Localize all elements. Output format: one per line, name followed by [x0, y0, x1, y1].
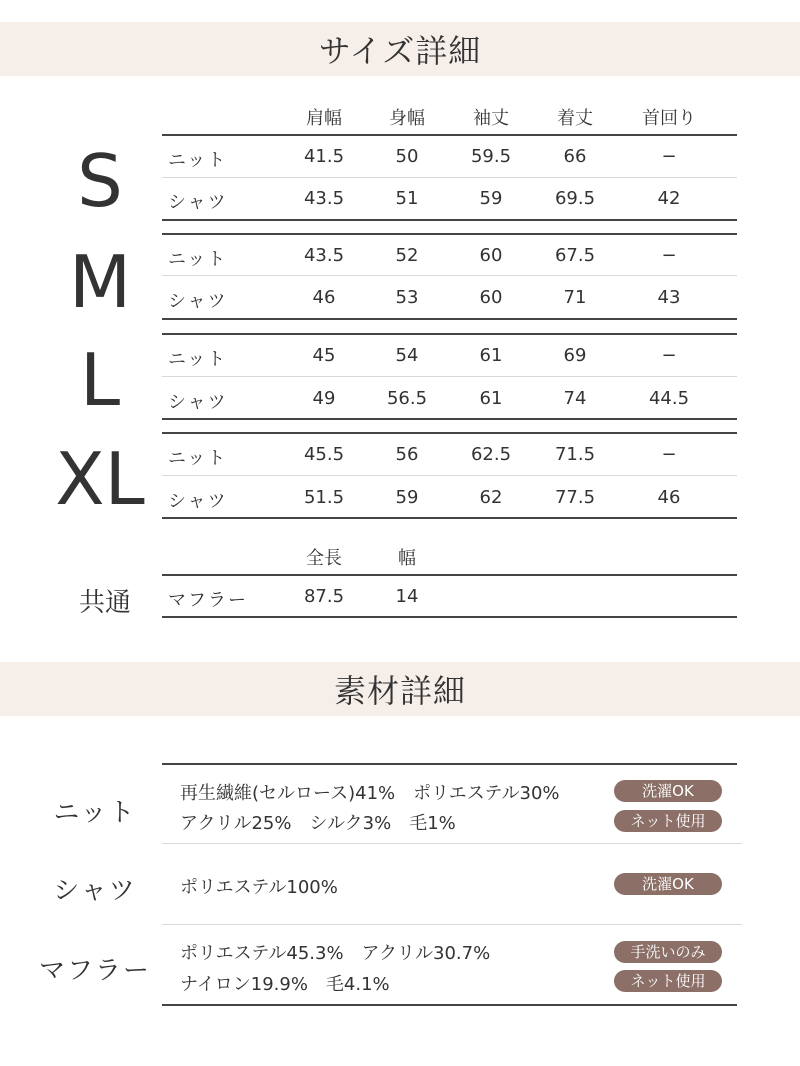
table-cell: 43 — [657, 287, 681, 308]
row-label-shirt: シャツ — [168, 192, 228, 213]
table-cell: 56 — [395, 444, 419, 465]
table-cell: 77.5 — [554, 487, 596, 508]
row-divider — [162, 924, 742, 925]
row-label-knit: ニット — [168, 150, 228, 171]
table-cell: 61 — [479, 345, 503, 366]
table-cell: 71 — [563, 287, 587, 308]
row-divider — [162, 177, 737, 178]
table-cell: 43.5 — [303, 245, 345, 266]
hand-wash-badge: 手洗いのみ — [614, 941, 722, 963]
table-cell: 87.5 — [303, 586, 345, 607]
table-cell: 59.5 — [470, 146, 512, 167]
table-cell: 74 — [563, 388, 587, 409]
wash-ok-badge: 洗濯OK — [614, 873, 722, 895]
material-section-title: 素材詳細 — [333, 672, 466, 710]
table-cell: 51 — [395, 188, 419, 209]
table-cell: 45.5 — [303, 444, 345, 465]
table-cell: − — [661, 345, 677, 366]
table-cell: 46 — [657, 487, 681, 508]
material-label-scarf: マフラー — [38, 956, 151, 986]
size-s-top-rule — [162, 134, 737, 136]
material-text: 再生繊維(セルロース)41% ポリエステル30% — [180, 783, 560, 804]
material-label-shirt: シャツ — [53, 876, 137, 906]
table-cell: 61 — [479, 388, 503, 409]
material-text: ナイロン19.9% 毛4.1% — [180, 974, 390, 995]
net-use-badge: ネット使用 — [614, 970, 722, 992]
size-label-s: S — [77, 139, 123, 223]
size-m-bottom-rule — [162, 318, 737, 320]
row-label-scarf: マフラー — [168, 590, 248, 611]
table-cell: 42 — [657, 188, 681, 209]
size-label-l: L — [79, 338, 121, 422]
table-cell: 41.5 — [303, 146, 345, 167]
table-cell: 66 — [563, 146, 587, 167]
table-cell: 44.5 — [648, 388, 690, 409]
wash-ok-badge: 洗濯OK — [614, 780, 722, 802]
header-neck: 首回り — [642, 108, 696, 129]
material-label-knit: ニット — [53, 798, 137, 828]
table-cell: 51.5 — [303, 487, 345, 508]
material-text: アクリル25% シルク3% 毛1% — [180, 813, 456, 834]
table-cell: − — [661, 245, 677, 266]
header-sleeve: 袖丈 — [473, 108, 509, 129]
table-cell: 69 — [563, 345, 587, 366]
material-top-rule — [162, 763, 737, 765]
size-label-xl: XL — [55, 437, 145, 521]
size-l-bottom-rule — [162, 418, 737, 420]
size-xl-bottom-rule — [162, 517, 737, 519]
common-label: 共通 — [78, 588, 131, 618]
table-cell: 69.5 — [554, 188, 596, 209]
table-cell: 62 — [479, 487, 503, 508]
table-cell: 62.5 — [470, 444, 512, 465]
header-length: 着丈 — [557, 108, 593, 129]
row-label-shirt: シャツ — [168, 491, 228, 512]
table-cell: 60 — [479, 287, 503, 308]
table-cell: 56.5 — [386, 388, 428, 409]
header-shoulder: 肩幅 — [306, 108, 342, 129]
table-cell: 59 — [395, 487, 419, 508]
size-section-header — [0, 22, 800, 76]
size-xl-top-rule — [162, 432, 737, 434]
size-m-top-rule — [162, 233, 737, 235]
size-section-title: サイズ詳細 — [318, 32, 482, 70]
material-section-header — [0, 662, 800, 716]
size-l-top-rule — [162, 333, 737, 335]
table-cell: − — [661, 444, 677, 465]
common-top-rule — [162, 574, 737, 576]
common-bottom-rule — [162, 616, 737, 618]
row-divider — [162, 275, 737, 276]
table-cell: 14 — [395, 586, 419, 607]
table-cell: 54 — [395, 345, 419, 366]
row-label-knit: ニット — [168, 249, 228, 270]
header-width: 幅 — [398, 548, 416, 569]
table-cell: 67.5 — [554, 245, 596, 266]
material-text: ポリエステル100% — [180, 877, 338, 898]
table-cell: 59 — [479, 188, 503, 209]
material-text: ポリエステル45.3% アクリル30.7% — [180, 943, 491, 964]
row-label-shirt: シャツ — [168, 392, 228, 413]
row-label-knit: ニット — [168, 448, 228, 469]
size-s-bottom-rule — [162, 219, 737, 221]
table-cell: − — [661, 146, 677, 167]
table-cell: 53 — [395, 287, 419, 308]
row-divider — [162, 376, 737, 377]
header-body-width: 身幅 — [389, 108, 425, 129]
row-label-shirt: シャツ — [168, 291, 228, 312]
table-cell: 50 — [395, 146, 419, 167]
table-cell: 71.5 — [554, 444, 596, 465]
table-cell: 46 — [312, 287, 336, 308]
material-bottom-rule — [162, 1004, 737, 1006]
table-cell: 60 — [479, 245, 503, 266]
table-cell: 43.5 — [303, 188, 345, 209]
row-label-knit: ニット — [168, 349, 228, 370]
table-cell: 52 — [395, 245, 419, 266]
size-label-m: M — [68, 240, 132, 324]
table-cell: 49 — [312, 388, 336, 409]
header-total-length: 全長 — [306, 548, 342, 569]
table-cell: 45 — [312, 345, 336, 366]
row-divider — [162, 475, 737, 476]
net-use-badge: ネット使用 — [614, 810, 722, 832]
row-divider — [162, 843, 742, 844]
